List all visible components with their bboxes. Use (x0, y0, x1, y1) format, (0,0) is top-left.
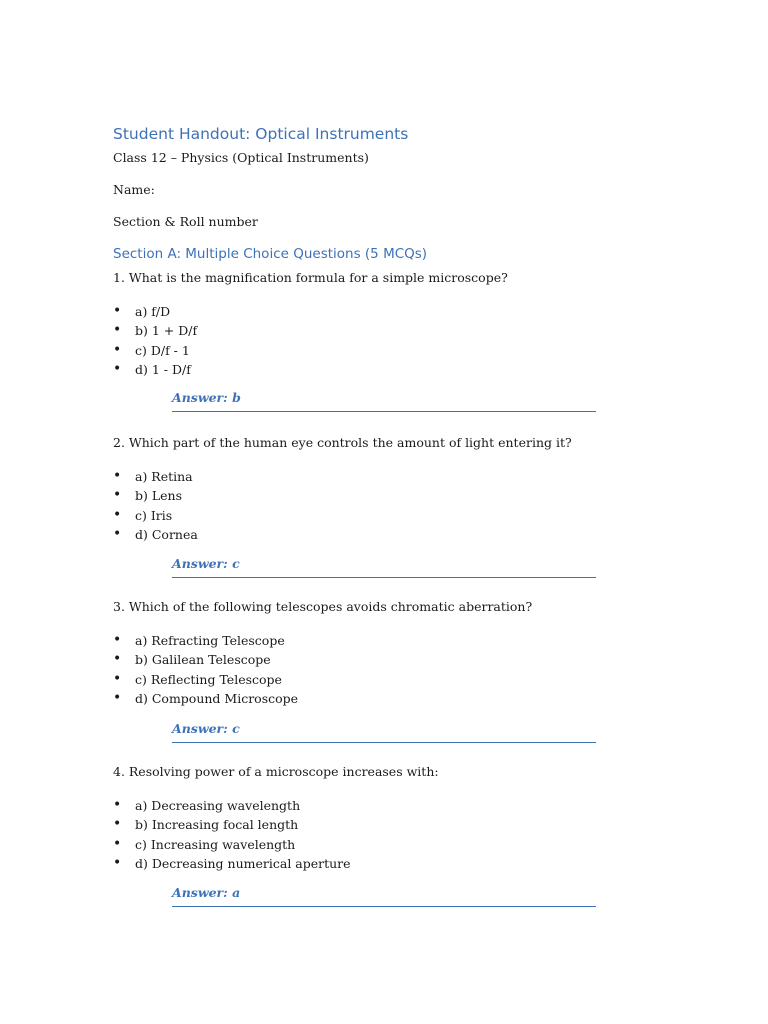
bullet-icon: • (113, 506, 122, 523)
question-text: 2. Which part of the human eye controls the amount of light entering it? (113, 435, 572, 450)
answer-box (172, 390, 596, 412)
option-label: d) Compound Microscope (135, 690, 299, 706)
answer-text: Answer: b (172, 390, 241, 405)
answer-box (172, 721, 596, 743)
bullet-icon: • (113, 797, 122, 813)
option-item (113, 650, 708, 669)
option-label: a) f/D (135, 304, 171, 319)
option-list (113, 302, 708, 379)
bullet-icon: • (113, 632, 122, 648)
option-item (113, 815, 708, 834)
option-label: c) Increasing wavelength (135, 836, 296, 852)
option-label: b) Increasing focal length (135, 817, 299, 833)
bullet-icon: • (113, 816, 122, 833)
option-label: a) Retina (135, 469, 193, 484)
option-item (113, 796, 708, 815)
answer-box (172, 556, 596, 578)
class-subtitle: Class 12 – Physics (Optical Instruments) (113, 150, 369, 165)
option-item (113, 321, 708, 340)
question-block (113, 599, 708, 736)
option-label: d) Decreasing numerical aperture (135, 855, 351, 871)
option-item (113, 525, 708, 544)
bullet-icon: • (113, 525, 122, 542)
option-list (113, 467, 708, 544)
name-label: Name: (113, 182, 155, 197)
option-label: b) Galilean Telescope (135, 652, 271, 668)
option-label: a) Decreasing wavelength (135, 798, 301, 813)
option-label: a) Refracting Telescope (135, 633, 285, 648)
bullet-icon: • (113, 854, 122, 871)
bullet-icon: • (113, 689, 122, 706)
question-text: 4. Resolving power of a microscope increases with: (113, 764, 439, 779)
bullet-icon: • (113, 651, 122, 668)
option-label: d) 1 - D/f (135, 361, 191, 377)
bullet-icon: • (113, 360, 122, 377)
question-block (113, 435, 708, 571)
answer-text: Answer: c (172, 556, 240, 571)
question-block (113, 764, 708, 900)
option-item (113, 360, 708, 379)
answer-text: Answer: a (172, 885, 241, 900)
option-item (113, 467, 708, 486)
option-item (113, 341, 708, 360)
option-item (113, 486, 708, 505)
option-label: c) D/f - 1 (135, 342, 190, 358)
option-label: c) Reflecting Telescope (135, 671, 282, 687)
bullet-icon: • (113, 487, 122, 504)
option-list (113, 796, 708, 873)
option-item (113, 689, 708, 708)
option-label: c) Iris (135, 507, 173, 523)
question-text: 3. Which of the following telescopes avoids chromatic aberration? (113, 599, 533, 614)
option-item (113, 631, 708, 650)
bullet-icon: • (113, 322, 122, 339)
option-item (113, 835, 708, 854)
bullet-icon: • (113, 468, 122, 484)
bullet-icon: • (113, 341, 122, 358)
section-roll-label: Section & Roll number (113, 214, 258, 229)
bullet-icon: • (113, 670, 122, 687)
bullet-icon: • (113, 835, 122, 852)
question-text: 1. What is the magnification formula for a simple microscope? (113, 270, 508, 285)
option-item (113, 302, 708, 321)
option-item (113, 506, 708, 525)
answer-box (172, 885, 596, 907)
question-block (113, 270, 708, 405)
section-a-heading: Section A: Multiple Choice Questions (5 MCQs) (113, 246, 428, 262)
option-item (113, 670, 708, 689)
document-title: Student Handout: Optical Instruments (113, 125, 409, 143)
option-item (113, 854, 708, 873)
answer-text: Answer: c (172, 721, 240, 736)
option-list (113, 631, 708, 708)
option-label: b) 1 + D/f (135, 323, 198, 339)
option-label: b) Lens (135, 488, 183, 504)
option-label: d) Cornea (135, 526, 198, 542)
bullet-icon: • (113, 303, 122, 319)
